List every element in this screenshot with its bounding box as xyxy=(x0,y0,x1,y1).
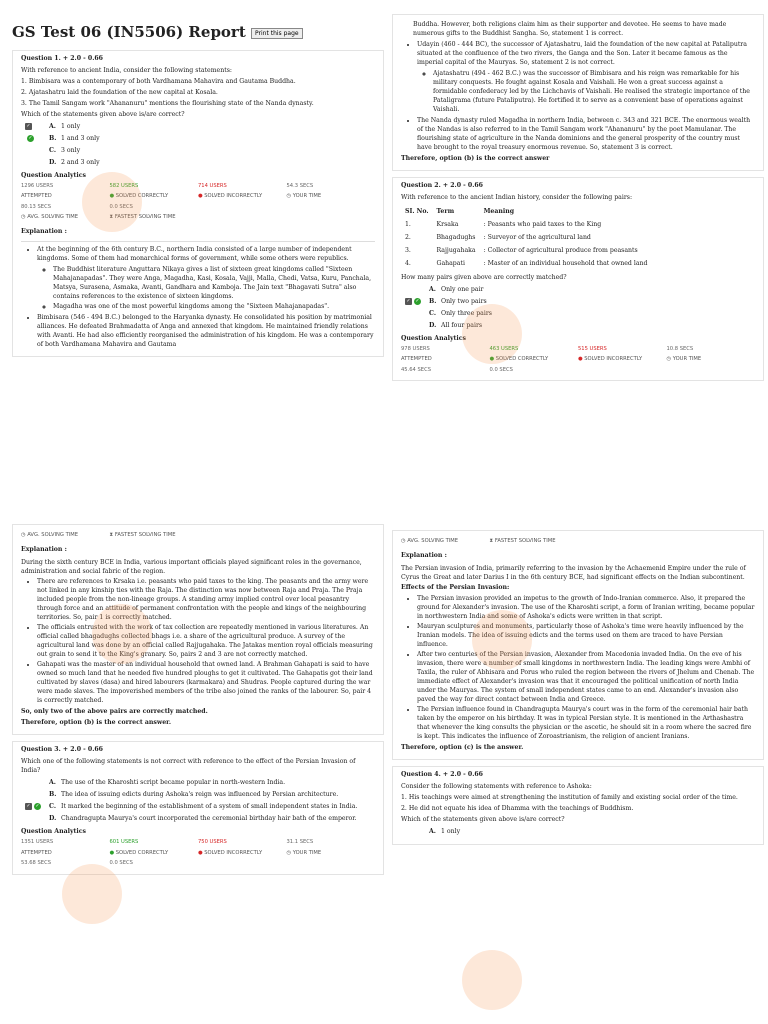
statement: 2. He did not equate his idea of Dhamma with the teachings of Buddhism. xyxy=(401,805,634,813)
clock-icon: ◷ xyxy=(286,849,292,856)
clock-icon: ◷ xyxy=(21,532,26,538)
avg-time-label-text: AVG. SOLVING TIME xyxy=(27,532,79,538)
cell: Rajjugahaka xyxy=(436,246,476,254)
option-letter: D. xyxy=(49,815,57,823)
option-letter: A. xyxy=(49,779,56,787)
divider xyxy=(21,241,375,242)
explanation-title: Explanation : xyxy=(21,227,67,235)
correct-label xyxy=(110,193,199,201)
option-letter: C. xyxy=(49,803,56,811)
explanation-item: • At the beginning of the 6th century B.C., northern India consisted of a large number of independent kingdoms. Some of them had monarchical forms of government, while some others were republics. xyxy=(37,246,375,264)
your-time-label xyxy=(287,850,376,858)
option-d[interactable] xyxy=(25,815,375,824)
clock-icon: ◷ xyxy=(21,214,26,221)
question-ask: Which of the statements given above is/are correct? xyxy=(401,816,565,824)
option-letter: C. xyxy=(429,309,436,317)
table-row xyxy=(401,219,651,232)
time-legend xyxy=(401,538,755,546)
time-values xyxy=(401,367,755,375)
clock-icon: ◷ xyxy=(666,356,672,363)
explanation-list xyxy=(21,246,375,350)
option-letter: C. xyxy=(49,146,56,154)
option-text: Only two pairs xyxy=(441,297,487,305)
explanation-item: • The Nanda dynasty ruled Magadha in northern India, between c. 343 and 321 BCE. The enormous wealth of the Nandas is also referred to in the Tamil Sangam work "Ahananuru" by the poet Mamulanar. The flourishing state of agriculture in the Nanda dominions and the general prosperity of the country must have brought to the royal treasury enormous revenue. So, statement 3 is correct. xyxy=(417,117,755,153)
fastest-time-label-text: FASTEST SOLVING TIME xyxy=(114,214,176,221)
question-intro: With reference to ancient India, consider the following statements: xyxy=(21,66,232,74)
option-c[interactable] xyxy=(25,147,375,156)
incorrect-label xyxy=(198,193,287,201)
analytics-title: Question Analytics xyxy=(21,171,87,179)
incorrect-label xyxy=(578,356,667,364)
option-c[interactable] xyxy=(405,310,755,319)
correct-check-icon: ✓ xyxy=(28,134,33,141)
attempted-count: 1296 USERS xyxy=(21,182,54,189)
correct-label-text: SOLVED CORRECTLY xyxy=(115,849,169,856)
explanation-item: • The Persian invasion provided an impetus to the growth of Indo-Iranian commerce. Also, it prepared the ground for Alexander's invasion. The use of the Kharoshti script, a form of Iranian writing, became popular in northwestern India and some of Ashoka's edicts were written in that script. xyxy=(417,595,755,622)
option-b[interactable] xyxy=(25,135,375,144)
fastest-time-label xyxy=(110,532,199,540)
option-letter: D. xyxy=(429,321,437,329)
correct-label xyxy=(110,850,199,858)
question-card-3 xyxy=(12,741,384,874)
incorrect-count: 515 USERS xyxy=(578,345,607,352)
analytics-values xyxy=(401,346,755,354)
fastest-time-value: 0.0 SECS xyxy=(489,366,513,373)
pairs-table xyxy=(401,206,651,271)
option-letter: A. xyxy=(429,828,436,836)
option-a[interactable] xyxy=(405,286,755,295)
incorrect-count: 714 USERS xyxy=(198,182,227,189)
check-circle-icon: ● xyxy=(489,356,495,363)
analytics-legend xyxy=(21,850,375,858)
avg-time-label xyxy=(21,532,110,540)
incorrect-count: 750 USERS xyxy=(198,839,227,846)
watermark-logo xyxy=(462,950,522,1010)
question-card-1-continued xyxy=(392,14,764,171)
column-header: Meaning xyxy=(483,207,515,215)
question-card-2 xyxy=(392,177,764,381)
explanation-item: • Udayin (460 - 444 BC), the successor of Ajatashatru, laid the foundation of the new capital at Pataliputra situated at the confluence of the two rivers, the Ganga and the Son. Later it became famous as the imperial capital of the Mauryas. So, statement 2 is not correct. xyxy=(417,41,755,68)
option-a[interactable] xyxy=(25,779,375,788)
cell: 1. xyxy=(405,220,411,228)
analytics-title: Question Analytics xyxy=(401,334,467,342)
analytics-title: Question Analytics xyxy=(21,828,87,836)
analytics-legend xyxy=(21,193,375,201)
answer-conclusion: Therefore, option (b) is the correct answer xyxy=(401,154,550,162)
correct-check-icon: ✓ xyxy=(415,297,420,304)
explanation-list xyxy=(401,41,755,153)
correct-count: 582 USERS xyxy=(109,182,139,189)
statement: 1. Bimbisara was a contemporary of both Vardhamana Mahavira and Gautama Buddha. xyxy=(21,77,296,85)
explanation-item: • Gahapati was the master of an individual household that owned land. A Brahman Gahapati is said to have owned so much land that he needed five hundred ploughs to get it cultivated. The Gahapatis got their land cultivated by slaves (dasa) and hired labourers (karmakara) and Shudras. People captured during the war were made slaves. The impoverished members of the tribe also joined the ranks of the labourer. So, pair 4 is correctly matched. xyxy=(37,661,375,706)
explanation-intro: During the sixth century BCE in India, various important officials played significant roles in the governance, administration and social fabric of the region. xyxy=(21,558,362,575)
attempted-label: ATTEMPTED xyxy=(21,849,52,856)
attempted-label: ATTEMPTED xyxy=(21,193,52,200)
option-a[interactable] xyxy=(405,828,755,837)
attempted-count: 978 USERS xyxy=(401,345,430,352)
time-legend xyxy=(21,214,375,222)
option-text: All four pairs xyxy=(441,321,483,329)
fastest-time-label-text: FASTEST SOLVING TIME xyxy=(114,532,176,538)
cell: : Master of an individual household that owned land xyxy=(483,259,648,267)
x-circle-icon: ● xyxy=(198,849,203,856)
table-row xyxy=(401,258,651,271)
option-letter: A. xyxy=(49,122,56,130)
x-circle-icon: ● xyxy=(578,356,583,363)
explanation-list xyxy=(401,595,755,742)
explanation-conclusion: So, only two of the above pairs are correctly matched. xyxy=(21,708,208,716)
option-text: Only three pairs xyxy=(441,309,492,317)
option-text: It marked the beginning of the establishment of a system of small independent states in India. xyxy=(61,803,358,811)
explanation-item: • The Persian influence found in Chandragupta Maurya's court was in the form of the ceremonial hair bath taken by the emperor on his birthday. It was in typical Persian style. It is mentioned in the Arthashastra that whenever the king consults the physician or the ascetic, he should sit in a room where the sacred fire is kept. This indicates the influence of Zoroastrianism, the religion of ancient Iranians. xyxy=(417,706,755,742)
hourglass-icon: ⧗ xyxy=(109,214,114,221)
page-panel-top-left xyxy=(12,22,384,510)
table-header-row xyxy=(401,206,651,219)
question-ask: How many pairs given above are correctly matched? xyxy=(401,273,567,281)
option-text: 2 and 3 only xyxy=(61,158,100,166)
correct-count: 601 USERS xyxy=(109,839,139,846)
option-letter: B. xyxy=(49,791,57,799)
cell: 2. xyxy=(405,233,411,241)
question-intro: With reference to the ancient Indian history, consider the following pairs: xyxy=(401,193,633,201)
explanation-title: Explanation : xyxy=(21,545,67,553)
x-circle-icon: ● xyxy=(198,193,203,200)
option-text: 1 and 3 only xyxy=(61,134,100,142)
option-d[interactable] xyxy=(405,322,755,331)
analytics-values xyxy=(21,839,375,847)
question-card-3-explanation xyxy=(392,530,764,760)
table-row xyxy=(401,232,651,245)
correct-label-text: SOLVED CORRECTLY xyxy=(495,356,549,363)
avg-time-label-text: AVG. SOLVING TIME xyxy=(27,214,79,221)
analytics-legend xyxy=(401,356,755,364)
cell: : Collector of agricultural produce from peasants xyxy=(483,246,638,254)
explanation-item: • After two centuries of the Persian invasion, Alexander from Macedonia invaded India. On the eve of his invasion, there were a number of small kingdoms in northwestern India. The leading kings were Ambhi of Taxila, the ruler of Abhisara and Porus who ruled the region between the rivers of Jhelum and Chenab. The immediate effect of Alexander's invasion was that it encouraged the political unification of north India under the Mauryas. The system of small independent states came to an end. Alexander's invasion also paved the way for direct contact between India and Greece. xyxy=(417,651,755,705)
option-c[interactable] xyxy=(25,803,375,812)
selected-checkbox-icon: ✓ xyxy=(406,297,411,304)
option-text: Only one pair xyxy=(441,285,484,293)
your-time-label xyxy=(667,356,756,364)
your-time-label-text: YOUR TIME xyxy=(292,849,322,856)
avg-time-label xyxy=(21,214,110,222)
cell: Bhagadughs xyxy=(436,233,476,241)
fastest-time-label xyxy=(110,214,199,222)
incorrect-label-text: SOLVED INCORRECTLY xyxy=(584,356,643,363)
incorrect-label xyxy=(198,850,287,858)
clock-icon: ◷ xyxy=(401,538,406,544)
option-text: 3 only xyxy=(61,146,81,154)
your-time-label-text: YOUR TIME xyxy=(672,356,702,363)
clock-icon: ◷ xyxy=(286,193,292,200)
column-header: SI. No. xyxy=(405,207,429,215)
time-values xyxy=(21,204,375,212)
fastest-time-label-text: FASTEST SOLVING TIME xyxy=(494,538,556,544)
option-letter: B. xyxy=(49,134,57,142)
correct-label xyxy=(490,356,579,364)
report-title-text: GS Test 06 (IN5506) Report xyxy=(12,23,246,41)
attempted-count: 1351 USERS xyxy=(21,839,54,846)
cell: : Peasants who paid taxes to the King xyxy=(483,220,602,228)
explanation-subheading: Effects of the Persian Invasion: xyxy=(401,584,510,592)
question-header: Question 2. + 2.0 - 0.66 xyxy=(401,181,483,189)
answer-conclusion: Therefore, option (b) is the correct answer. xyxy=(21,719,171,727)
avg-time-value: 45.64 SECS xyxy=(401,366,431,373)
check-circle-icon: ● xyxy=(109,193,115,200)
option-letter: A. xyxy=(429,285,436,293)
incorrect-label-text: SOLVED INCORRECTLY xyxy=(204,849,263,856)
option-text: 1 only xyxy=(61,122,81,130)
column-header: Term xyxy=(436,207,455,215)
statement: 3. The Tamil Sangam work "Ahananuru" mentions the flourishing state of the Nanda dynasty. xyxy=(21,99,314,107)
your-time-label xyxy=(287,193,376,201)
selected-checkbox-icon: ✓ xyxy=(26,803,31,810)
cell: Gahapati xyxy=(436,259,465,267)
explanation-subitem: ◦ Ajatashatru (494 - 462 B.C.) was the successor of Bimbisara and his reign was remarkable for his military conquests. He fought against Kosala and Vaishali. He won a great success against a formidable confederacy led by the Lichchavis of Vaishali. He realised the strategic importance of the Pataligrama (future Pataliputra). He fortified it to serve as a convenient base of operations against Vaishali. xyxy=(433,70,755,115)
question-header: Question 3. + 2.0 - 0.66 xyxy=(21,746,103,754)
cell: : Surveyor of the agricultural land xyxy=(483,233,591,241)
option-text: 1 only xyxy=(441,828,461,836)
correct-check-icon: ✓ xyxy=(35,803,40,810)
correct-count: 463 USERS xyxy=(489,345,519,352)
question-intro: Which one of the following statements is not correct with reference to the effect of the Persian Invasion of India? xyxy=(21,758,356,775)
page-panel-bottom-left xyxy=(12,524,384,1020)
correct-label-text: SOLVED CORRECTLY xyxy=(115,193,169,200)
option-letter: B. xyxy=(429,297,437,305)
question-header: Question 1. + 2.0 - 0.66 xyxy=(21,54,103,62)
question-intro: Consider the following statements with reference to Ashoka: xyxy=(401,783,592,791)
option-text: The use of the Kharoshti script became popular in north-western India. xyxy=(61,779,286,787)
avg-time-value: 53.68 SECS xyxy=(21,860,51,867)
explanation-intro: The Persian invasion of India, primarily referring to the invasion by the Achaemenid Empire under the rule of Cyrus the Great and later Darius I in the 6th century BCE, had significant effects on the Indian subcontinent. xyxy=(401,564,746,581)
statement: 1. His teachings were aimed at strengthening the institution of family and existing social order of the time. xyxy=(401,794,738,802)
question-header: Question 4. + 2.0 - 0.66 xyxy=(401,771,483,779)
your-time-value: 54.3 SECS xyxy=(286,182,314,189)
option-letter: D. xyxy=(49,158,57,166)
time-legend xyxy=(21,532,375,540)
explanation-item: • There are references to Krsaka i.e. peasants who paid taxes to the king. The peasants and the army were not linked in any kinship ties with the Raja. The distinction was now between Raja and Praja. The Praja included people from the non-lineage groups. A standing army implied control over local peasantry through force and an attitude of permanent confrontation with the people and kings of the neighbouring territories. So, pair 1 is correctly matched. xyxy=(37,578,375,623)
avg-time-value: 80.13 SECS xyxy=(21,203,51,210)
fastest-time-label xyxy=(490,538,579,546)
attempted-label: ATTEMPTED xyxy=(401,356,432,363)
avg-time-label-text: AVG. SOLVING TIME xyxy=(407,538,459,544)
hourglass-icon: ⧗ xyxy=(109,532,114,538)
question-card-4 xyxy=(392,766,764,845)
cell: Krsaka xyxy=(436,220,459,228)
option-text: The idea of issuing edicts during Ashoka's reign was influenced by Persian architecture. xyxy=(61,791,339,799)
report-title xyxy=(12,22,384,44)
answer-conclusion: Therefore, option (c) is the answer. xyxy=(401,744,524,752)
fastest-time-value: 0.0 SECS xyxy=(109,860,133,867)
explanation-subitem: ◦ Magadha was one of the most powerful kingdoms among the "Sixteen Mahajanapadas". xyxy=(53,303,375,312)
check-circle-icon: ● xyxy=(109,849,115,856)
question-card-2-explanation xyxy=(12,524,384,735)
your-time-label-text: YOUR TIME xyxy=(292,193,322,200)
incorrect-label-text: SOLVED INCORRECTLY xyxy=(204,193,263,200)
explanation-item: • The officials entrusted with the work of tax collection are repeatedly mentioned in various literatures. An official called bhagadughs collected bhags i.e. a share of the agricultural produce. A survey of the agricultural land was done by an official called Rajjugahaka. The Jatakas mention royal officials measuring out grain to send it to the King's granary. So, pairs 2 and 3 are not correctly matched. xyxy=(37,624,375,660)
explanation-item: • Mauryan sculptures and monuments, particularly those of Ashoka's time were heavily influenced by the Iranian models. The idea of issuing edicts and the terms used on them are traced to have Persian influence. xyxy=(417,623,755,650)
question-ask: Which of the statements given above is/are correct? xyxy=(21,110,185,118)
explanation-subitem: ◦ The Buddhist literature Anguttara Nikaya gives a list of sixteen great kingdoms called "Sixteen Mahajanapadas". They were Anga, Magadha, Kasi, Kosala, Vajji, Malla, Chedi, Vatsa, Kuru, Panchala, Matsya, Surasena, Asmaka, Avanti, Gandhara and Kamboja. The Jain text "Bhagavati Sutra" also contains references to the existence of sixteen kingdoms. xyxy=(53,266,375,302)
explanation-title: Explanation : xyxy=(401,551,447,559)
cell: 4. xyxy=(405,259,411,267)
statement: 2. Ajatashatru laid the foundation of the new capital at Kosala. xyxy=(21,88,218,96)
explanation-list xyxy=(21,578,375,706)
question-card-1 xyxy=(12,50,384,357)
hourglass-icon: ⧗ xyxy=(489,538,494,544)
selected-checkbox-icon: ✓ xyxy=(26,122,31,129)
option-a[interactable] xyxy=(25,123,375,132)
analytics-values xyxy=(21,183,375,191)
option-b[interactable] xyxy=(405,298,755,307)
explanation-item: • Bimbisara (546 - 494 B.C.) belonged to the Haryanka dynasty. He consolidated his position by matrimonial alliances. He defeated Brahmadatta of Anga and annexed that kingdom. He maintained friendly relations with Avanti. He had also efficiently reorganised the administration of his kingdom. He was a contemporary of both Vardhamana Mahavira and Gautama xyxy=(37,314,375,350)
page-panel-bottom-right xyxy=(392,530,764,1020)
your-time-value: 10.8 SECS xyxy=(666,345,694,352)
your-time-value: 31.1 SECS xyxy=(286,839,314,846)
explanation-continuation: Buddha. However, both religions claim him as their supporter and devotee. He seems to have made numerous gifts to the Buddhist Sangha. So, statement 1 is correct. xyxy=(413,21,727,37)
print-button[interactable]: Print this page xyxy=(251,28,303,39)
table-row xyxy=(401,245,651,258)
time-values xyxy=(21,860,375,868)
option-d[interactable] xyxy=(25,159,375,168)
option-text: Chandragupta Maurya's court incorporated the ceremonial birthday hair bath of the emperor. xyxy=(61,815,357,823)
page-panel-top-right xyxy=(392,14,764,510)
option-b[interactable] xyxy=(25,791,375,800)
cell: 3. xyxy=(405,246,411,254)
avg-time-label xyxy=(401,538,490,546)
fastest-time-value: 0.0 SECS xyxy=(109,203,133,210)
